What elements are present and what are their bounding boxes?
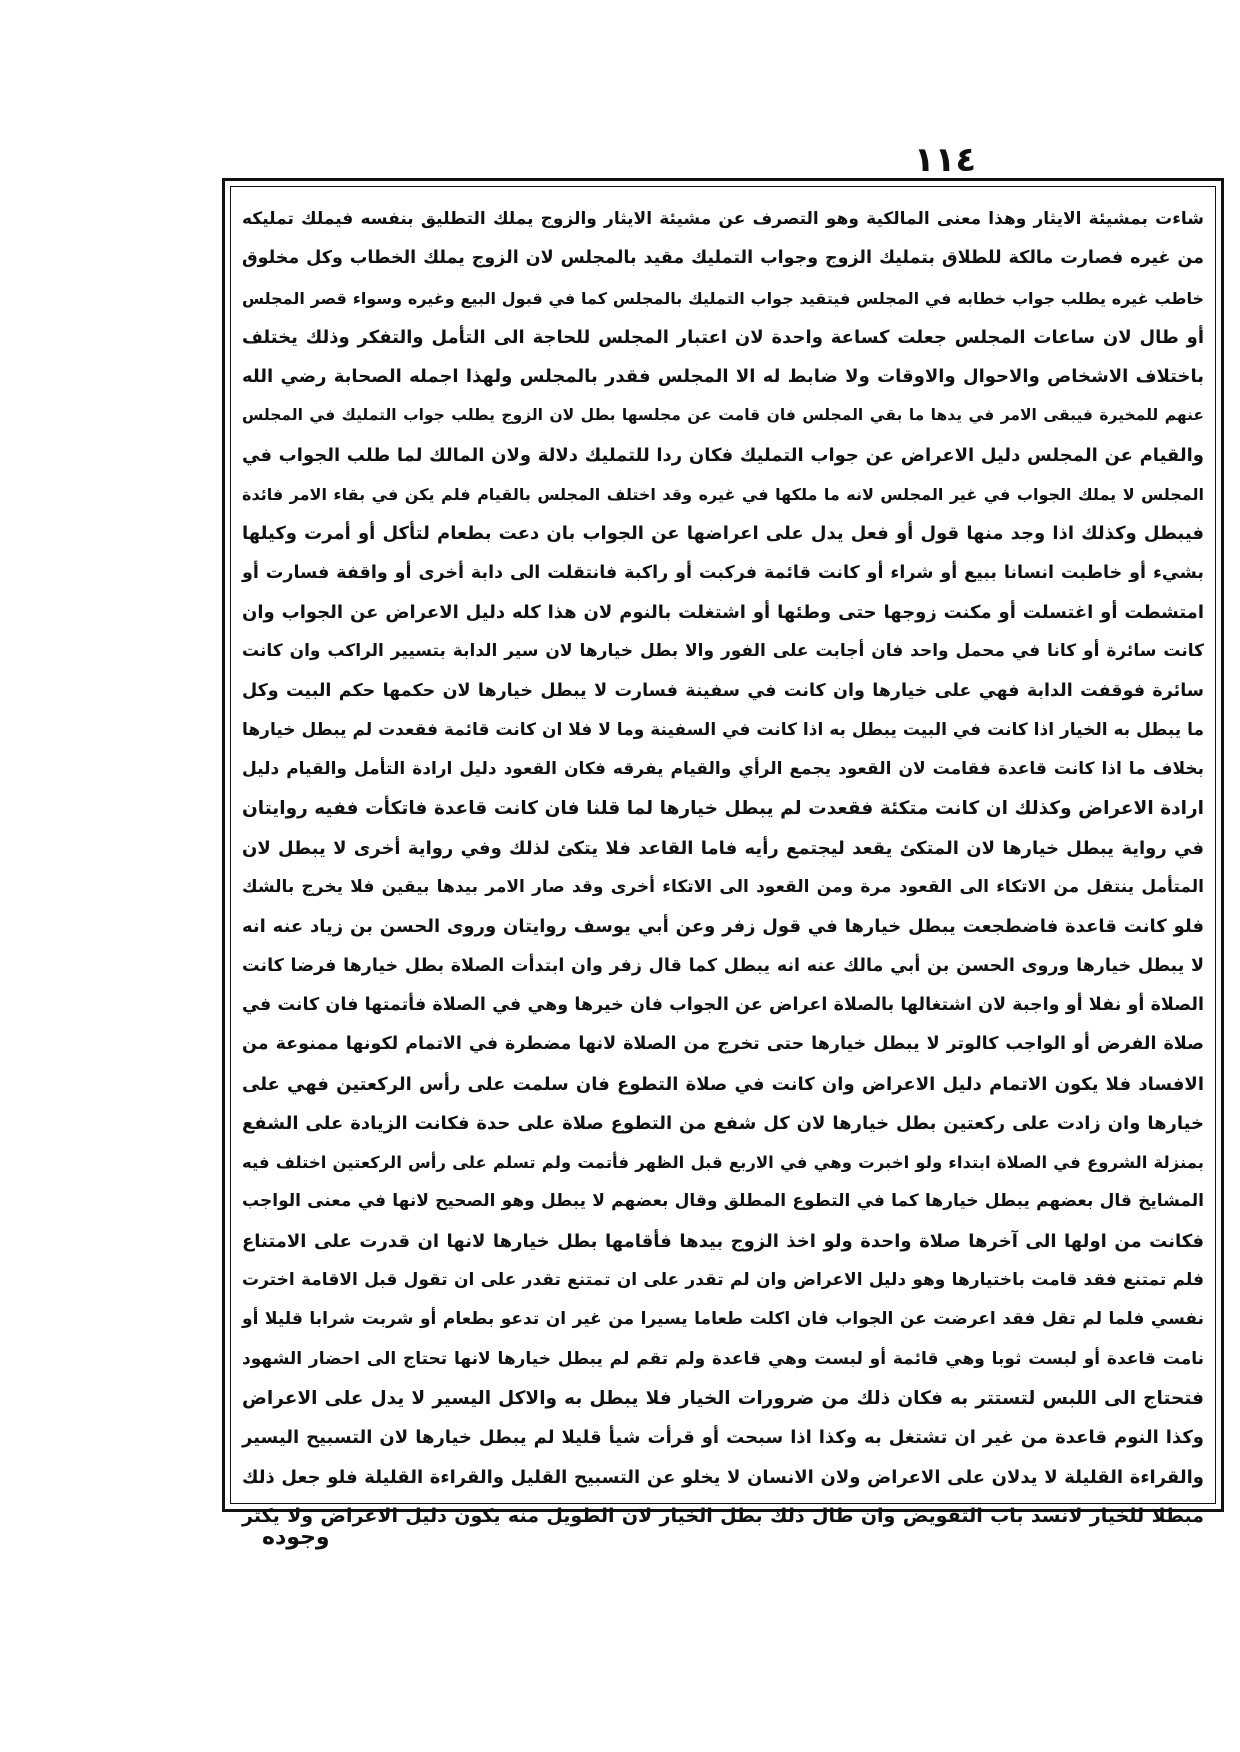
- text-line: شاءت بمشيئة الايثار وهذا معنى المالكية وهو التصرف عن مشيئة الايثار والزوج يملك التطليق بنفسه فيملك تمليكه: [242, 209, 1204, 229]
- text-line: بخلاف ما اذا كانت قاعدة فقامت لان القعود يجمع الرأي والقيام يفرقه فكان القعود دليل ارادة التأمل والقيام دليل: [242, 759, 1204, 780]
- catchword: وجوده: [262, 1525, 330, 1550]
- text-line: ما يبطل به الخيار اذا كانت في البيت يبطل به اذا كانت في السفينة وما لا فلا ان كانت قائمة فقعدت لم يبطل خيارها: [242, 719, 1204, 740]
- text-line: وكذا النوم قاعدة من غير ان تشتغل به وكذا اذا سبحت أو قرأت شيأ قليلا لم يبطل خيارها لان التسبيح اليسير: [242, 1427, 1204, 1449]
- text-line: صلاة الفرض أو الواجب كالوتر لا يبطل خيارها حتى تخرج من الصلاة لانها مضطرة في الاتمام لكونها ممنوعة من: [242, 1034, 1204, 1055]
- text-line: مبطلا للخيار لانسد باب التفويض وان طال ذلك بطل الخيار لان الطويل منه يكون دليل الاعراض ولا يكثر: [242, 1504, 1204, 1527]
- text-line: خاطب غيره يطلب جواب خطابه في المجلس فيتقيد جواب التمليك بالمجلس كما في قبول البيع وغيره وسواء قصر المجلس: [242, 288, 1204, 308]
- text-line: بمنزلة الشروع في الصلاة ابتداء ولو اخبرت وهي في الاربع قبل الظهر فأتمت ولم تسلم على رأس الركعتين اختلف فيه: [242, 1153, 1204, 1173]
- text-line: الصلاة أو نفلا أو واجبة لان اشتغالها بالصلاة اعراض عن الجواب فان خيرها وهي في الصلاة فأتمتها فان كانت في: [242, 994, 1204, 1015]
- text-line: خيارها وان زادت على ركعتين بطل خيارها لان كل شفع من التطوع صلاة على حدة فكانت الزيادة على الشفع: [242, 1112, 1204, 1134]
- text-line: في رواية يبطل خيارها لان المتكئ يقعد ليجتمع رأيه فاما القاعد فلا يتكئ لذلك وفي رواية أخرى لا يبطل لان: [242, 837, 1204, 859]
- text-line: عنهم للمخيرة فيبقى الامر في يدها ما بقي المجلس فان قامت عن مجلسها بطل لان الزوج يطلب جواب التمليك في المجلس: [242, 406, 1204, 425]
- text-line: كانت سائرة أو كانا في محمل واحد فان أجابت على الفور والا بطل خيارها لان سير الدابة بتسيير الراكب وان كانت: [242, 641, 1204, 662]
- text-line: فتحتاج الى اللبس لتستتر به فكان ذلك من ضرورات الخيار فلا يبطل به والاكل اليسير لا يدل على الاعراض: [242, 1387, 1204, 1409]
- text-line: فيبطل وكذلك اذا وجد منها قول أو فعل يدل على اعراضها عن الجواب بان دعت بطعام لتأكل أو أمرت وكيلها: [242, 523, 1204, 545]
- text-line: فلو كانت قاعدة فاضطجعت يبطل خيارها في قول زفر وعن أبي يوسف روايتان وروى الحسن بن زياد عنه انه: [242, 916, 1204, 938]
- text-line: ارادة الاعراض وكذلك ان كانت متكئة فقعدت لم يبطل خيارها لما قلنا فان كانت قاعدة فاتكأت ففيه روايتان: [242, 798, 1204, 820]
- text-line: المتأمل ينتقل من الاتكاء الى القعود مرة ومن القعود الى الاتكاء أخرى وقد صار الامر بيدها بيقين فلا يخرج بالشك: [242, 877, 1204, 898]
- text-line: والقراءة القليلة لا يدلان على الاعراض ولان الانسان لا يخلو عن التسبيح القليل والقراءة القليلة فلو جعل ذلك: [242, 1466, 1204, 1488]
- text-line: فكانت من اولها الى آخرها صلاة واحدة ولو اخذ الزوج بيدها فأقامها بطل خيارها لانها ان قدرت على الامتناع: [242, 1230, 1204, 1252]
- text-line: والقيام عن المجلس دليل الاعراض عن جواب التمليك فكان ردا للتمليك دلالة ولان المالك لما طلب الجواب في: [242, 444, 1204, 466]
- text-line: الافساد فلا يكون الاتمام دليل الاعراض وان كانت في صلاة التطوع فان سلمت على رأس الركعتين فهي على: [242, 1073, 1204, 1095]
- text-line: فلم تمتنع فقد قامت باختيارها وهو دليل الاعراض وان لم تقدر على ان تمتنع تقدر على ان تقول قبل الاقامة اخترت: [242, 1270, 1204, 1291]
- text-line: المجلس لا يملك الجواب في غير المجلس لانه ما ملكها في غيره وقد اختلف المجلس بالقيام فلم يكن في بقاء الامر فائدة: [242, 485, 1204, 505]
- text-line: نامت قاعدة أو لبست ثوبا وهي قائمة أو لبست وهي قاعدة ولم تقم لم يبطل خيارها لانها تحتاج الى احضار الشهود: [242, 1348, 1204, 1369]
- text-line: نفسي فلما لم تقل فقد اعرضت عن الجواب فان اكلت طعاما يسيرا من غير ان تدعو بطعام أو شربت شرابا قليلا أو: [242, 1309, 1204, 1330]
- text-body: [242, 200, 1204, 1527]
- text-line: سائرة فوقفت الدابة فهي على خيارها وان كانت في سفينة فسارت لا يبطل خيارها لان حكمها حكم البيت وكل: [242, 680, 1204, 701]
- text-line: امتشطت أو اغتسلت أو مكنت زوجها حتى وطئها أو اشتغلت بالنوم لان هذا كله دليل الاعراض عن الجواب وان: [242, 601, 1204, 623]
- text-line: بشيء أو خاطبت انسانا ببيع أو شراء أو كانت قائمة فركبت أو راكبة فانتقلت الى دابة أخرى أو واقفة فسارت أو: [242, 562, 1204, 583]
- text-line: باختلاف الاشخاص والاحوال والاوقات ولا ضابط له الا المجلس فقدر بالمجلس ولهذا اجمله الصحابة رضي الله: [242, 366, 1204, 388]
- page-number: ١١٤: [913, 140, 977, 180]
- text-line: أو طال لان ساعات المجلس جعلت كساعة واحدة لان اعتبار المجلس للحاجة الى التأمل والتفكر وذلك يختلف: [242, 326, 1204, 348]
- text-line: لا يبطل خيارها وروى الحسن بن أبي مالك عنه انه يبطل كما قال زفر وان ابتدأت الصلاة بطل خيارها فرضا كانت: [242, 955, 1204, 976]
- text-line: من غيره فصارت مالكة للطلاق بتمليك الزوج وجواب التمليك مقيد بالمجلس لان الزوج يملك الخطاب وكل مخلوق: [242, 248, 1204, 269]
- text-line: المشايخ قال بعضهم يبطل خيارها كما في التطوع المطلق وقال بعضهم لا يبطل وهو الصحيح لانها في معنى الواجب: [242, 1191, 1204, 1212]
